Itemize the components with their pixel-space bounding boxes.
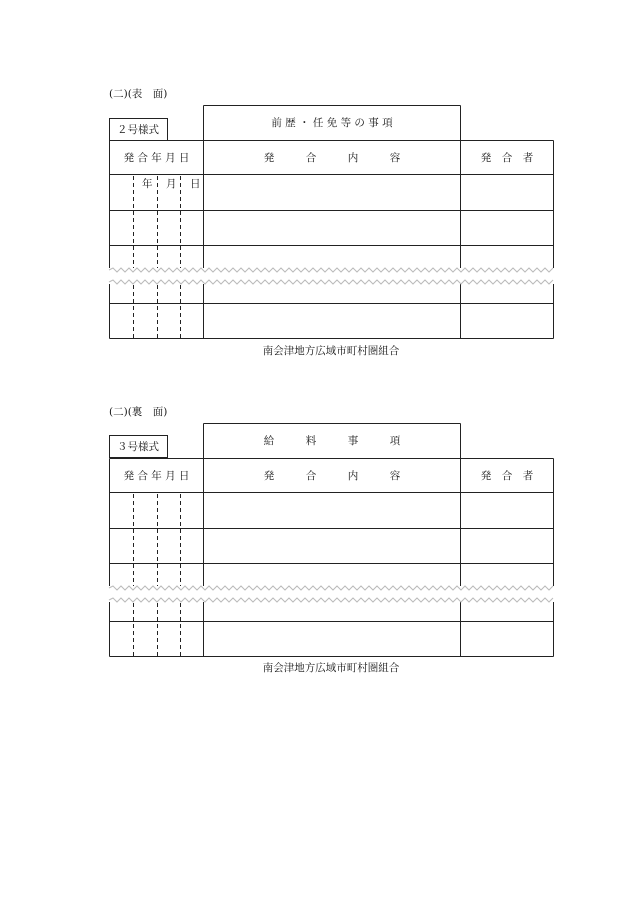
date-sub-month: 月 xyxy=(166,178,177,190)
issuer-header-back: 発 合 者 xyxy=(480,470,534,482)
title-front: 前 歴 ・ 任 免 等 の 事 項 xyxy=(271,117,393,129)
break-wave-back xyxy=(109,586,553,602)
footer-org-front: 南会津地方広域市町村圏組合 xyxy=(262,345,400,357)
content-header-back: 発 合 内 容 xyxy=(263,470,401,482)
footer-org-back: 南会津地方広域市町村圏組合 xyxy=(262,662,400,674)
date-header: 発 合 年 月 日 xyxy=(123,152,190,164)
issuer-header: 発 合 者 xyxy=(480,152,534,164)
date-sub-day: 日 xyxy=(190,178,201,190)
date-header-back: 発 合 年 月 日 xyxy=(123,470,190,482)
section-label-back: (二)(裏 面) xyxy=(109,406,168,418)
date-sub-year: 年 xyxy=(142,178,153,190)
form-number: ２号様式 xyxy=(117,124,159,136)
section-label-front: (二)(表 面) xyxy=(109,88,168,100)
form-number-back: ３号様式 xyxy=(117,441,159,453)
title-back: 給 料 事 項 xyxy=(263,435,401,447)
content-header: 発 合 内 容 xyxy=(263,152,401,164)
